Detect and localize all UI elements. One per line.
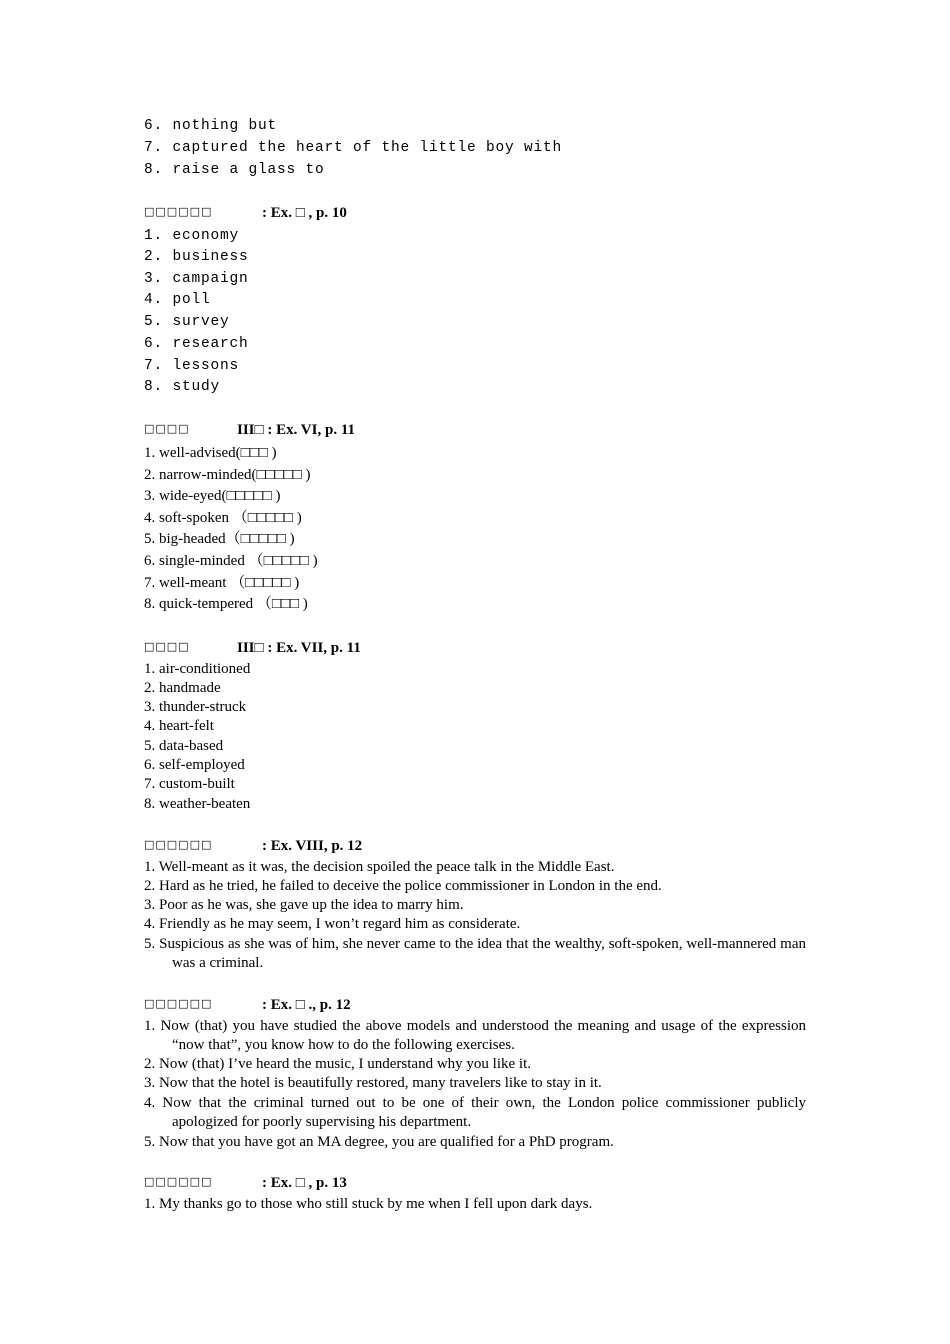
list-item: 2. Hard as he tried, he failed to deceive the police commissioner in London in the end. [144, 878, 662, 894]
list-item: 3. wide-eyed(□□□□□ ) [144, 488, 281, 504]
list-item: 8. study [144, 379, 221, 395]
list-item: 2. business [144, 249, 249, 265]
list-item: 8. weather-beaten [144, 796, 251, 812]
section-exercise: : Ex. □ ., p. 12 [262, 997, 351, 1013]
list-item: 1. Well-meant as it was, the decision spoiled the peace talk in the Middle East. [144, 859, 615, 875]
list-item: 8. raise a glass to [144, 162, 325, 178]
list-item: 4. Friendly as he may seem, I won’t regard him as considerate. [144, 916, 521, 932]
list-item-text: 4. Now that the criminal turned out to be one of their own, the London police commissioner publicly apologized for poorly supervising his department. [144, 1095, 806, 1130]
section-exercise: : Ex. □ , p. 10 [262, 205, 347, 221]
list-item: 4. poll [144, 292, 211, 308]
list-item-text: 5. Suspicious as she was of him, she never came to the idea that the wealthy, soft-spoken, well-mannered man was a criminal. [144, 936, 806, 971]
list-item: 1. air-conditioned [144, 661, 251, 677]
list-item-text: 1. Now (that) you have studied the above models and understood the meaning and usage of the expression “now that”, you know how to do the following exercises. [144, 1018, 806, 1053]
list-item: 7. lessons [144, 358, 240, 374]
list-item: 5. big-headed（□□□□□ ) [144, 531, 295, 547]
section-exercise: III□ : Ex. VI, p. 11 [237, 422, 355, 438]
list-item: 6. self-employed [144, 757, 245, 773]
list-item: 5. data-based [144, 738, 224, 754]
list-item: 3. campaign [144, 271, 249, 287]
list-item: 8. quick-tempered （□□□ ) [144, 596, 308, 612]
list-item: 1. My thanks go to those who still stuck by me when I fell upon dark days. [144, 1196, 593, 1212]
list-item [144, 1017, 806, 1055]
section-exercise: : Ex. VIII, p. 12 [262, 838, 363, 854]
list-item: 6. single-minded （□□□□□ ) [144, 553, 318, 569]
list-item: 1. well-advised(□□□ ) [144, 445, 277, 461]
list-item: 5. survey [144, 314, 230, 330]
section-exercise: : Ex. □ , p. 13 [262, 1175, 347, 1191]
list-item: 6. nothing but [144, 118, 278, 134]
list-item: 3. thunder-struck [144, 699, 247, 715]
list-item: 7. captured the heart of the little boy with [144, 140, 563, 156]
list-item: 5. Now that you have got an MA degree, you are qualified for a PhD program. [144, 1134, 614, 1150]
list-item: 2. Now (that) I’ve heard the music, I understand why you like it. [144, 1056, 531, 1072]
section-label: □□□□□□ [144, 205, 213, 218]
list-item: 6. research [144, 336, 249, 352]
list-item: 3. Now that the hotel is beautifully restored, many travelers like to stay in it. [144, 1075, 602, 1091]
section-label: □□□□□□ [144, 1175, 213, 1188]
list-item [144, 1094, 806, 1132]
list-item: 2. handmade [144, 680, 221, 696]
section-exercise: III□ : Ex. VII, p. 11 [237, 640, 361, 656]
list-item: 4. soft-spoken （□□□□□ ) [144, 510, 302, 526]
list-item [144, 935, 806, 973]
list-item: 7. well-meant （□□□□□ ) [144, 575, 300, 591]
list-item: 3. Poor as he was, she gave up the idea to marry him. [144, 897, 464, 913]
list-item: 2. narrow-minded(□□□□□ ) [144, 467, 311, 483]
list-item: 4. heart-felt [144, 718, 214, 734]
section-label: □□□□ [144, 640, 190, 653]
section-label: □□□□□□ [144, 997, 213, 1010]
section-label: □□□□□□ [144, 838, 213, 851]
list-item: 7. custom-built [144, 776, 235, 792]
list-item: 1. economy [144, 228, 240, 244]
section-label: □□□□ [144, 422, 190, 435]
